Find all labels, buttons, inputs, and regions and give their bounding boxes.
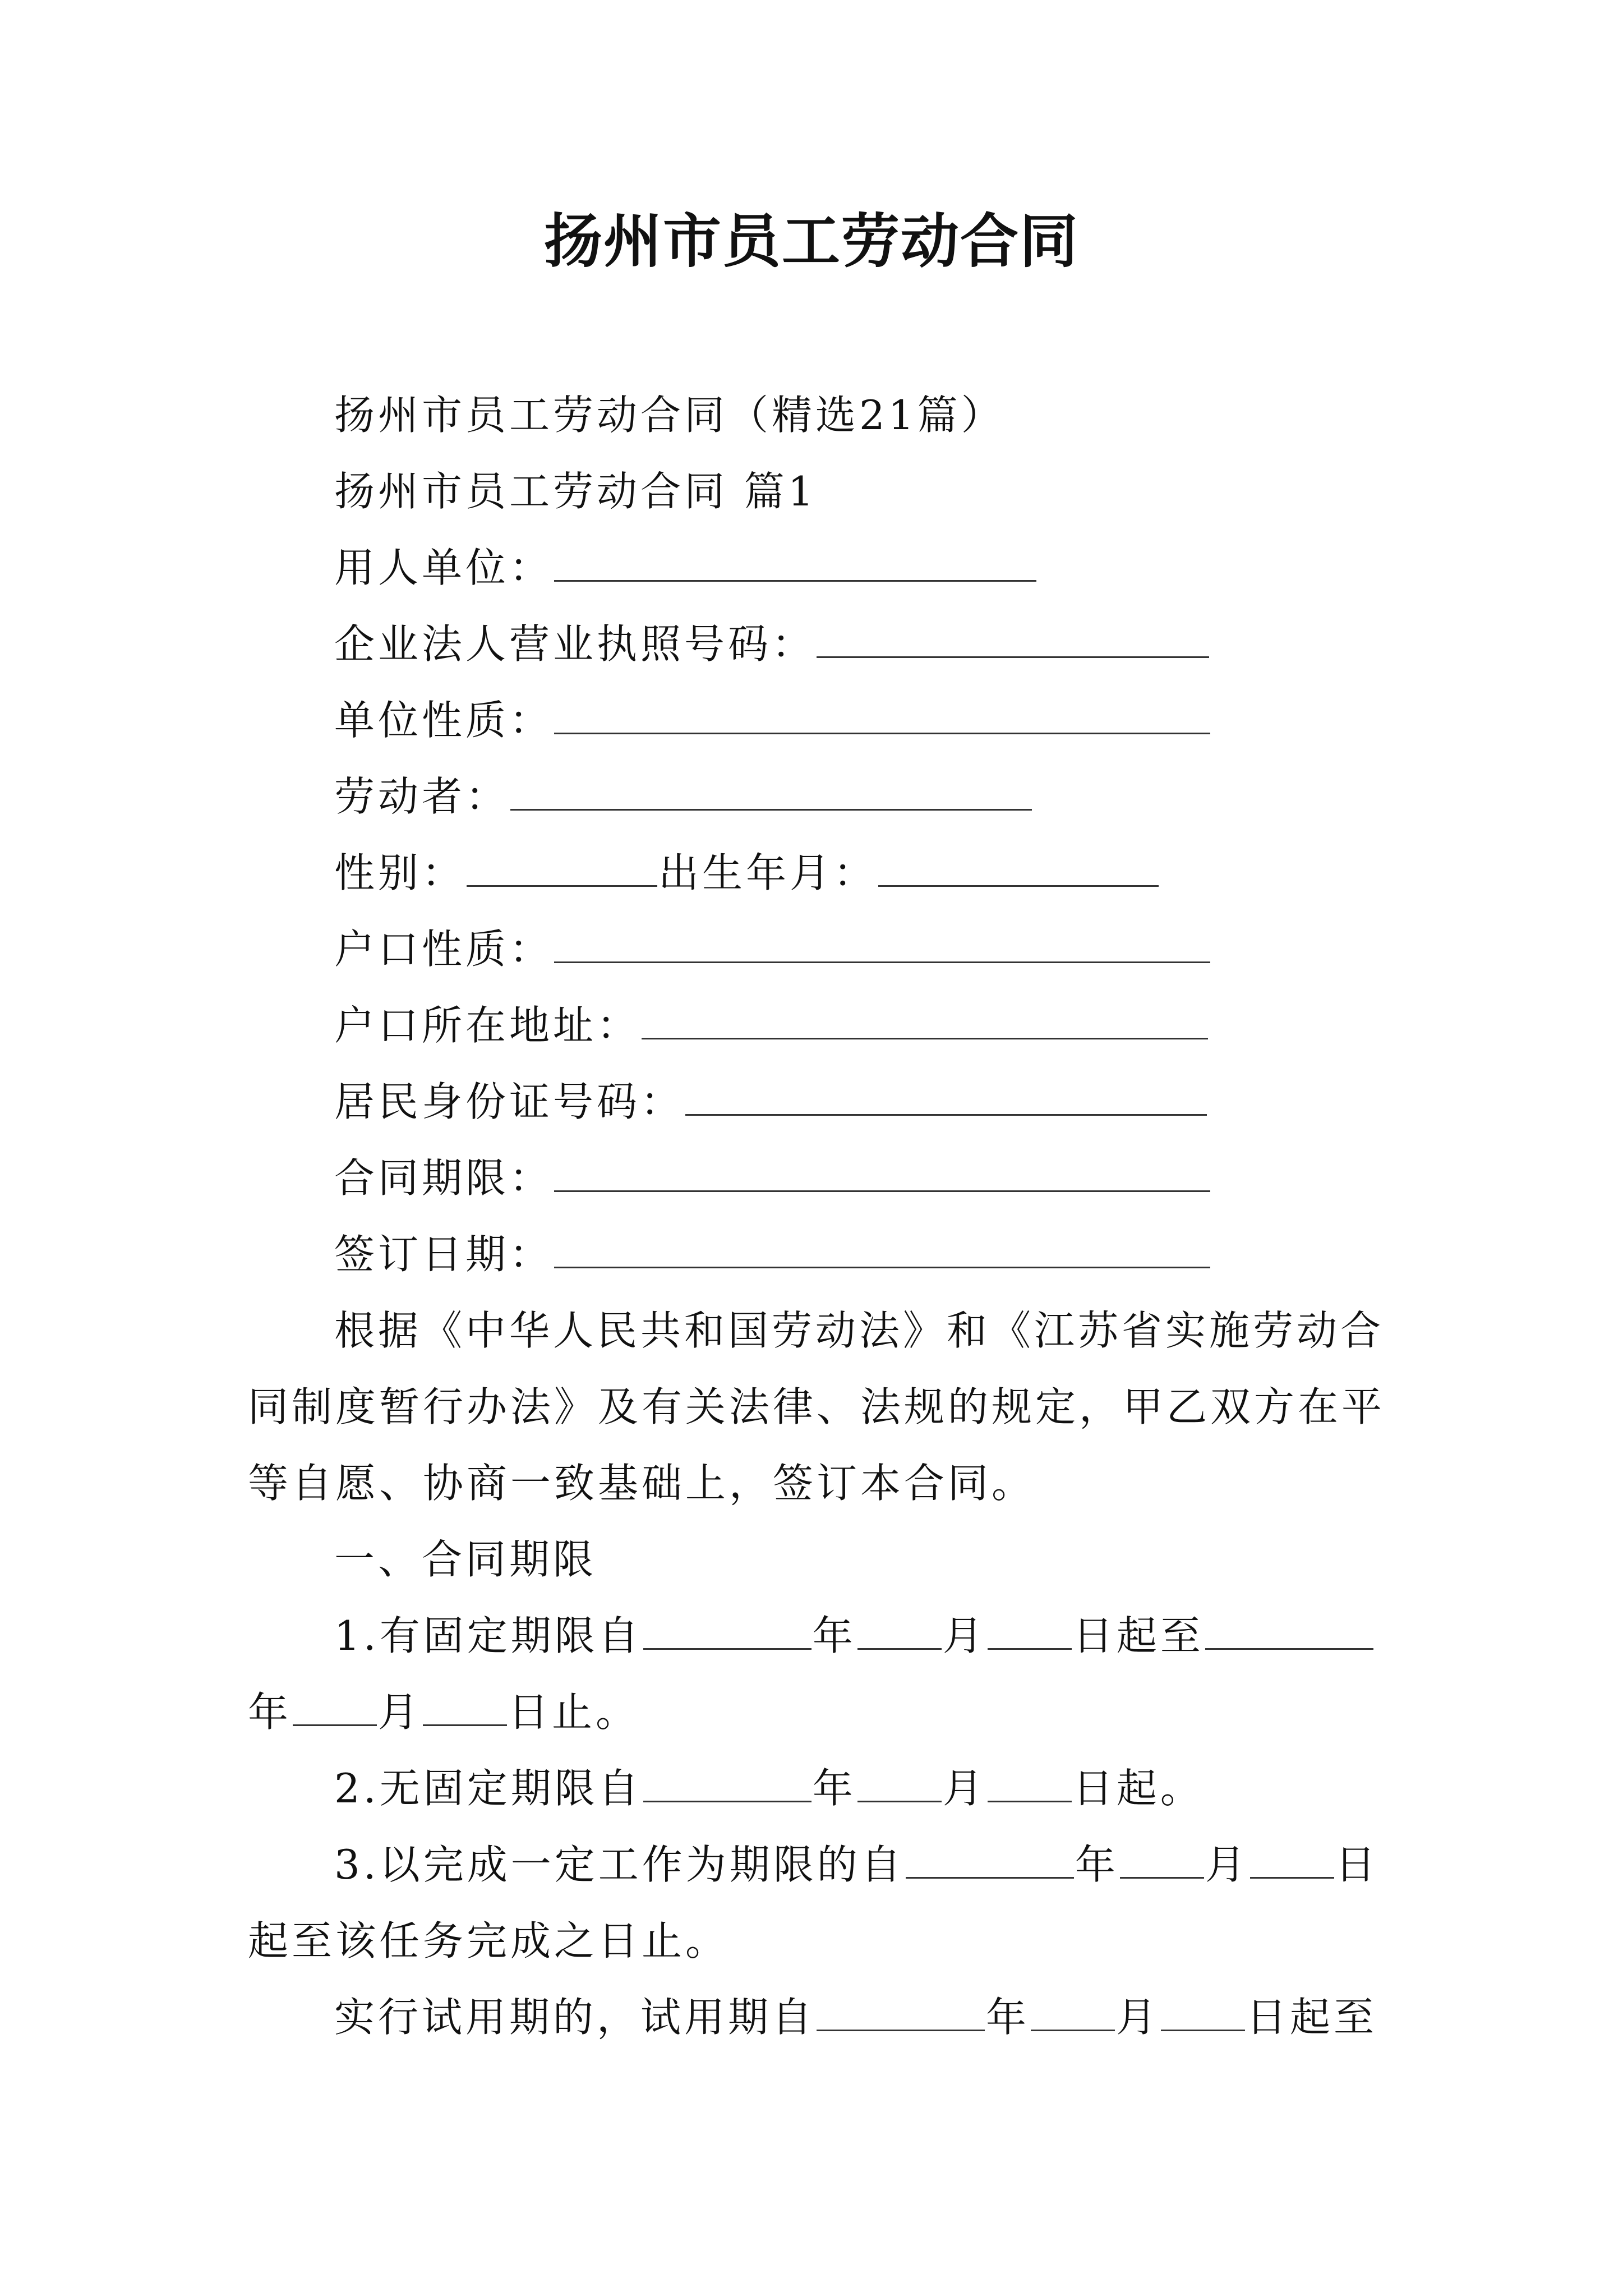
item-text: 1.有固定期限自 <box>334 1612 642 1659</box>
fill-blank[interactable] <box>554 1230 1210 1268</box>
item-text: 3.以完成一定工作为期限的自 <box>334 1841 905 1888</box>
item-2 <box>334 1760 1204 1816</box>
fill-blank[interactable] <box>554 1153 1210 1192</box>
field-label: 签订日期： <box>334 1231 554 1278</box>
fill-blank[interactable] <box>685 1077 1207 1116</box>
field-label: 用人单位： <box>334 544 554 591</box>
field-term <box>334 1150 1211 1206</box>
fill-blank[interactable] <box>988 1611 1072 1650</box>
item-text: 月 <box>942 1612 986 1659</box>
fill-blank[interactable] <box>467 848 657 887</box>
document-title: 扬州市员工劳动合同 <box>543 206 1079 275</box>
section-heading: 一、合同期限 <box>334 1536 597 1583</box>
item-text: 年 <box>812 1612 856 1659</box>
fill-blank[interactable] <box>878 848 1159 887</box>
intro-line: 同制度暂行办法》及有关法律、法规的规定，甲乙双方在平 <box>248 1383 1386 1430</box>
fill-blank[interactable] <box>1120 1840 1204 1879</box>
field-nature <box>334 692 1211 748</box>
field-label: 企业法人营业执照号码： <box>334 620 816 668</box>
item-3-line-2: 起至该任务完成之日止。 <box>248 1917 730 1964</box>
field-gender-birth <box>334 845 1160 901</box>
item-text: 日止。 <box>508 1688 640 1736</box>
fill-blank[interactable] <box>510 772 1032 811</box>
fill-blank[interactable] <box>423 1687 507 1726</box>
fill-blank[interactable] <box>642 1001 1208 1039</box>
fill-blank[interactable] <box>554 924 1210 963</box>
field-label: 居民身份证号码： <box>334 1078 685 1125</box>
fill-blank[interactable] <box>817 619 1209 658</box>
fill-blank[interactable] <box>554 696 1210 734</box>
field-sign-date <box>334 1226 1211 1282</box>
field-label: 户口所在地址： <box>334 1002 641 1049</box>
item-text: 月 <box>378 1688 422 1736</box>
field-employer <box>334 540 1038 596</box>
fill-blank[interactable] <box>554 543 1036 582</box>
field-label: 户口性质： <box>334 926 554 973</box>
fill-blank[interactable] <box>1161 1993 1245 2031</box>
fill-blank[interactable] <box>1250 1840 1334 1879</box>
item-text: 年 <box>1075 1841 1119 1888</box>
fill-blank[interactable] <box>643 1764 811 1802</box>
item-text: 年 <box>986 1994 1030 2041</box>
fill-blank[interactable] <box>988 1764 1072 1802</box>
fill-blank[interactable] <box>857 1611 942 1650</box>
item-text: 月 <box>942 1765 986 1812</box>
field-hukou-type <box>334 921 1211 977</box>
field-label: 性别： <box>334 849 466 896</box>
section-header: 扬州市员工劳动合同 篇1 <box>334 468 817 515</box>
item-text: 年 <box>812 1765 856 1812</box>
item-1-line-1 <box>334 1608 1375 1664</box>
field-label: 出生年月： <box>658 849 878 896</box>
item-text: 日起。 <box>1072 1765 1204 1812</box>
fill-blank[interactable] <box>817 1993 985 2031</box>
field-label: 合同期限： <box>334 1154 554 1202</box>
item-text: 日 <box>1335 1841 1379 1888</box>
fill-blank[interactable] <box>857 1764 942 1802</box>
fill-blank[interactable] <box>1205 1611 1373 1650</box>
field-hukou-address <box>334 997 1209 1053</box>
field-id-number <box>334 1074 1208 1130</box>
item-3-line-1 <box>334 1837 1379 1893</box>
subtitle: 扬州市员工劳动合同（精选21篇） <box>334 392 1005 439</box>
trial-line <box>334 1989 1377 2045</box>
intro-line: 等自愿、协商一致基础上，签订本合同。 <box>248 1460 1036 1507</box>
fill-blank[interactable] <box>906 1840 1074 1879</box>
item-text: 2.无固定期限自 <box>334 1765 642 1812</box>
item-text: 月 <box>1205 1841 1249 1888</box>
fill-blank[interactable] <box>1031 1993 1115 2031</box>
item-1-line-2 <box>248 1684 639 1740</box>
item-text: 月 <box>1116 1994 1160 2041</box>
fill-blank[interactable] <box>293 1687 377 1726</box>
field-label: 劳动者： <box>334 773 510 820</box>
field-worker <box>334 769 1033 825</box>
field-license <box>334 616 1210 672</box>
item-text: 实行试用期的，试用期自 <box>334 1994 816 2041</box>
field-label: 单位性质： <box>334 697 554 744</box>
item-text: 年 <box>248 1688 292 1736</box>
item-text: 日起至 <box>1072 1612 1204 1659</box>
item-text: 日起至 <box>1246 1994 1378 2041</box>
intro-line: 根据《中华人民共和国劳动法》和《江苏省实施劳动合 <box>334 1307 1385 1354</box>
fill-blank[interactable] <box>643 1611 811 1650</box>
